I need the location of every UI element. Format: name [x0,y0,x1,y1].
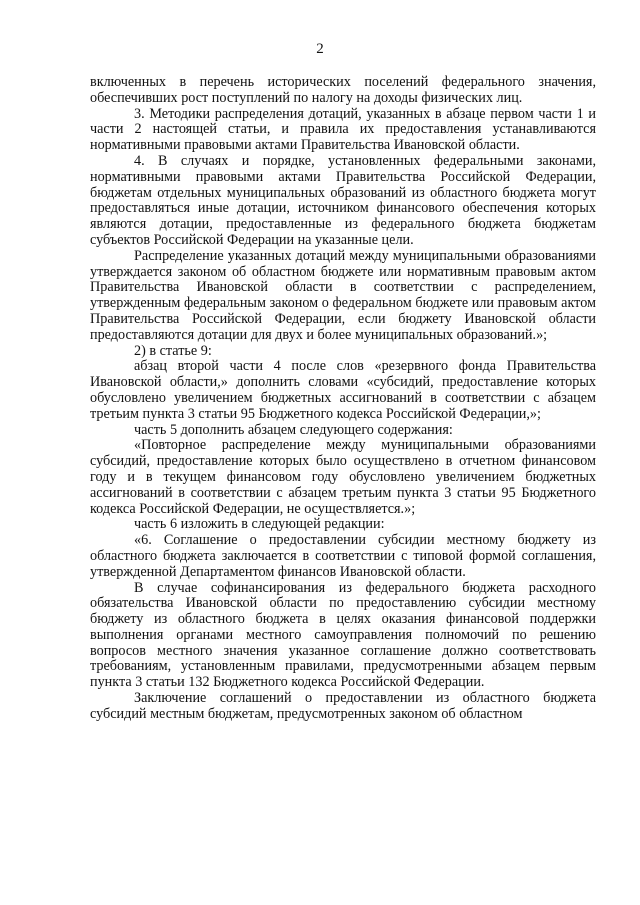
paragraph-item-3: 3. Методики распределения дотаций, указанных в абзаце первом части 1 и части 2 настоящей статьи, и правила их предоставления устанавливаются нормативными правовыми актами Правительства Ивановской области. [90,105,596,154]
body-text [90,75,596,723]
paragraph-part-4-amendment: абзац второй части 4 после слов «резервного фонда Правительства Ивановской области,» дополнить словами «субсидий, предоставление которых обусловлено увеличением бюджетных ассигнований в соответствии с абзацем третьим пункта 3 статьи 95 Бюджетного кодекса Российской Федерации,»; [90,358,596,422]
paragraph-part-6-amendment: часть 6 изложить в следующей редакции: [134,516,385,533]
paragraph-part-5-amendment: часть 5 дополнить абзацем следующего содержания: [134,421,453,438]
page-number: 2 [316,41,324,57]
paragraph-conclusion: Заключение соглашений о предоставлении из областного бюджета субсидий местным бюджетам, предусмотренных законом об областном [90,690,596,722]
paragraph-continuation: включенных в перечень исторических поселений федерального значения, обеспечивших рост поступлений по налогу на доходы физических лиц. [90,74,596,106]
paragraph-article-9-heading: 2) в статье 9: [134,342,212,359]
paragraph-cofinancing: В случае софинансирования из федерального бюджета расходного обязательства Ивановской области по предоставлению субсидии местному бюджету из областного бюджета в целях оказания финансовой поддержки выполнения органами местного самоуправления полномочий по решению вопросов местного значения указанное соглашение должно соответствовать требованиям, установленным правилами, предусмотренными абзацем первым пункта 3 статьи 132 Бюджетного кодекса Российской Федерации. [90,579,596,691]
paragraph-redistribution-quote: «Повторное распределение между муниципальными образованиями субсидий, предоставление которых было осуществлено в отчетном финансовом году и в текущем финансовом году обусловлено увеличением бюджетных ассигнований в соответствии с абзацем третьим пункта 3 статьи 95 Бюджетного кодекса Российской Федерации, не осуществляется.»; [90,437,596,517]
paragraph-distribution: Распределение указанных дотаций между муниципальными образованиями утверждается законом об областном бюджете или нормативным правовым актом Правительства Ивановской области в соответствии с распределением, утвержденным федеральным законом о федеральном бюджете или правовым актом Правительства Российской Федерации, если бюджету Ивановской области предоставляются дотации для двух и более муниципальных образований.»; [90,247,596,343]
paragraph-item-4: 4. В случаях и порядке, установленных федеральными законами, нормативными правовыми актами Правительства Российской Федерации, бюджетам отдельных муниципальных образований из областного бюджета могут предоставляться иные дотации, источником финансового обеспечения которых являются дотации, предоставленные из федерального бюджета бюджетам субъектов Российской Федерации на указанные цели. [90,152,596,248]
paragraph-agreement-quote: «6. Соглашение о предоставлении субсидии местному бюджету из областного бюджета заключается в соответствии с типовой формой соглашения, утвержденной Департаментом финансов Ивановской области. [90,532,596,580]
